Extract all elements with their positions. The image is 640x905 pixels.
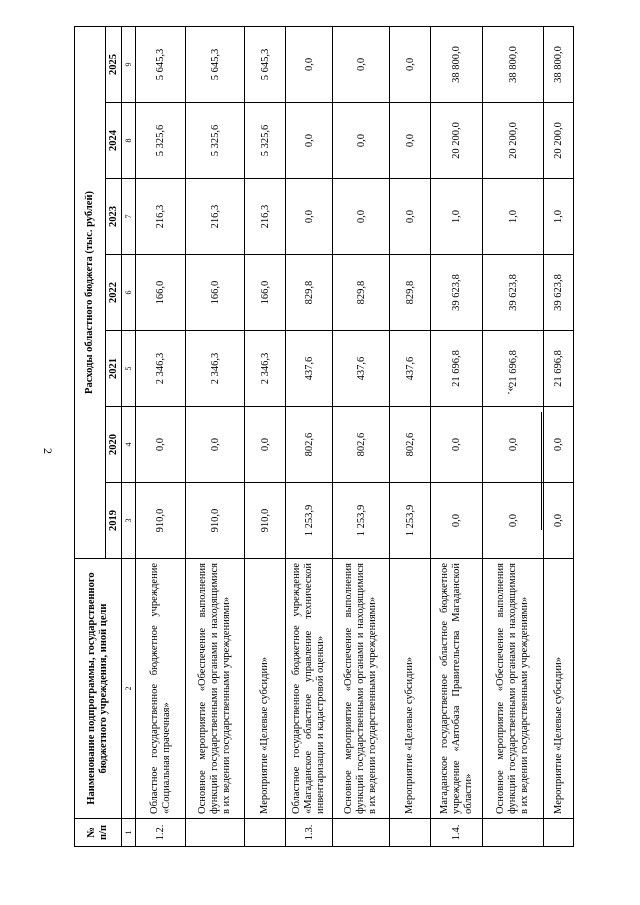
row-number [245,819,286,847]
value-cell: 2 346,3 [245,331,286,407]
value-cell: 1 253,9 [390,483,431,559]
value-cell: 802,6 [286,407,333,483]
value-cell: 0,0 [483,407,544,483]
value-cell: 5 645,3 [186,26,245,102]
value-cell: 5 325,6 [186,103,245,179]
value-cell: 437,6 [333,331,390,407]
table-row [390,26,431,846]
value-cell: 829,8 [286,255,333,331]
value-cell: 0,0 [186,407,245,483]
table-body [136,26,574,846]
value-cell: 5 645,3 [136,26,186,102]
value-cell: 0,0 [390,103,431,179]
header-year-2019: 2019 [106,483,122,559]
value-cell: 0,0 [431,483,483,559]
value-cell: 1,0 [544,179,574,255]
table-row [483,26,544,846]
value-cell: 0,0 [245,407,286,483]
row-name: Областное государственное бюджетное учреждение «Магаданское областное управление технической инвентаризации и кадастровой оценки» [286,559,333,819]
value-cell: 910,0 [136,483,186,559]
column-index: 3 [122,483,136,559]
value-cell: 910,0 [186,483,245,559]
value-cell: 39 623,8 [431,255,483,331]
value-cell: 5 645,3 [245,26,286,102]
value-cell: 437,6 [286,331,333,407]
value-cell: 166,0 [245,255,286,331]
header-year-2023: 2023 [106,179,122,255]
value-cell: 0,0 [333,179,390,255]
header-year-2022: 2022 [106,255,122,331]
value-cell: 216,3 [136,179,186,255]
header-year-2025: 2025 [106,26,122,102]
value-cell: 437,6 [390,331,431,407]
page-number: 2 [41,448,55,454]
value-cell: 0,0 [390,179,431,255]
value-cell: 0,0 [286,26,333,102]
value-cell: 38 800,0 [544,26,574,102]
header-expenses: Расходы областного бюджета (тыс. рублей) [75,26,106,558]
row-name: Мероприятие «Целевые субсидии» [390,559,431,819]
row-number: 1.4. [431,819,483,847]
value-cell: 5 325,6 [136,103,186,179]
value-cell: 2 346,3 [136,331,186,407]
signature-rule [541,412,542,530]
row-name: Основное мероприятие «Обеспечение выполнения функций государственными органами и находящимися в их ведении государственными учреждениями» [483,559,544,819]
value-cell: 39 623,8 [544,255,574,331]
row-number [544,819,574,847]
table-row [431,26,483,846]
budget-table [74,26,574,847]
column-index: 9 [122,26,136,102]
value-cell: 0,0 [390,26,431,102]
row-name: Основное мероприятие «Обеспечение выполнения функций государственными органами и находящимися в их ведении государственными учреждениями» [333,559,390,819]
value-cell: 829,8 [333,255,390,331]
column-index: 1 [122,819,136,847]
value-cell: 1 253,9 [333,483,390,559]
value-cell: 38 800,0 [483,26,544,102]
value-cell: 0,0 [431,407,483,483]
header-year-2024: 2024 [106,103,122,179]
value-cell: 39 623,8 [483,255,544,331]
table-row [286,26,333,846]
value-cell: 0,0 [333,103,390,179]
row-number: 1.2. [136,819,186,847]
value-cell: 1,0 [431,179,483,255]
value-cell: 20 200,0 [431,103,483,179]
row-name: Основное мероприятие «Обеспечение выполнения функций государственными органами и находящимися в их ведении государственными учреждениями» [186,559,245,819]
value-cell: 38 800,0 [431,26,483,102]
header-name: Наименование подпрограммы, государственного бюджетного учреждения, иной цели [75,559,122,819]
table-row [544,26,574,846]
value-cell: 0,0 [483,483,544,559]
value-cell: 166,0 [186,255,245,331]
row-name: Магаданское государственное областное бюджетное учреждение «Автобаза Правительства Магаданской области» [431,559,483,819]
value-cell: 0,0 [544,407,574,483]
header-year-2021: 2021 [106,331,122,407]
column-index: 6 [122,255,136,331]
value-cell: 0,0 [286,103,333,179]
value-cell: 5 325,6 [245,103,286,179]
header-num: № п/п [75,819,122,847]
value-cell: 21 696,8 [431,331,483,407]
value-cell: 216,3 [245,179,286,255]
value-cell: 21 696,8 [483,331,544,407]
row-number [333,819,390,847]
table-row [245,26,286,846]
row-name: Мероприятие «Целевые субсидии» [544,559,574,819]
header-year-2020: 2020 [106,407,122,483]
row-number [390,819,431,847]
value-cell: 0,0 [286,179,333,255]
column-index: 8 [122,103,136,179]
value-cell: 20 200,0 [483,103,544,179]
table-row [186,26,245,846]
column-index: 5 [122,331,136,407]
row-name: Областное государственное бюджетное учреждение «Социальная прачечная» [136,559,186,819]
value-cell: 20 200,0 [544,103,574,179]
header-index-row [122,26,136,846]
value-cell: 216,3 [186,179,245,255]
value-cell: 0,0 [544,483,574,559]
row-name: Мероприятие «Целевые субсидии» [245,559,286,819]
budget-table-sheet [74,27,564,847]
value-cell: 829,8 [390,255,431,331]
value-cell: 0,0 [136,407,186,483]
row-number: 1.3. [286,819,333,847]
value-cell: 21 696,8 [544,331,574,407]
column-index: 7 [122,179,136,255]
value-cell: 166,0 [136,255,186,331]
value-cell: 910,0 [245,483,286,559]
row-number [483,819,544,847]
value-cell: 0,0 [333,26,390,102]
column-index: 2 [122,559,136,819]
table-row [136,26,186,846]
value-cell: 802,6 [333,407,390,483]
column-index: 4 [122,407,136,483]
value-cell: 802,6 [390,407,431,483]
row-number [186,819,245,847]
value-cell: 2 346,3 [186,331,245,407]
table-row [333,26,390,846]
value-cell: 1,0 [483,179,544,255]
closing-mark: ». [505,385,519,395]
value-cell: 1 253,9 [286,483,333,559]
